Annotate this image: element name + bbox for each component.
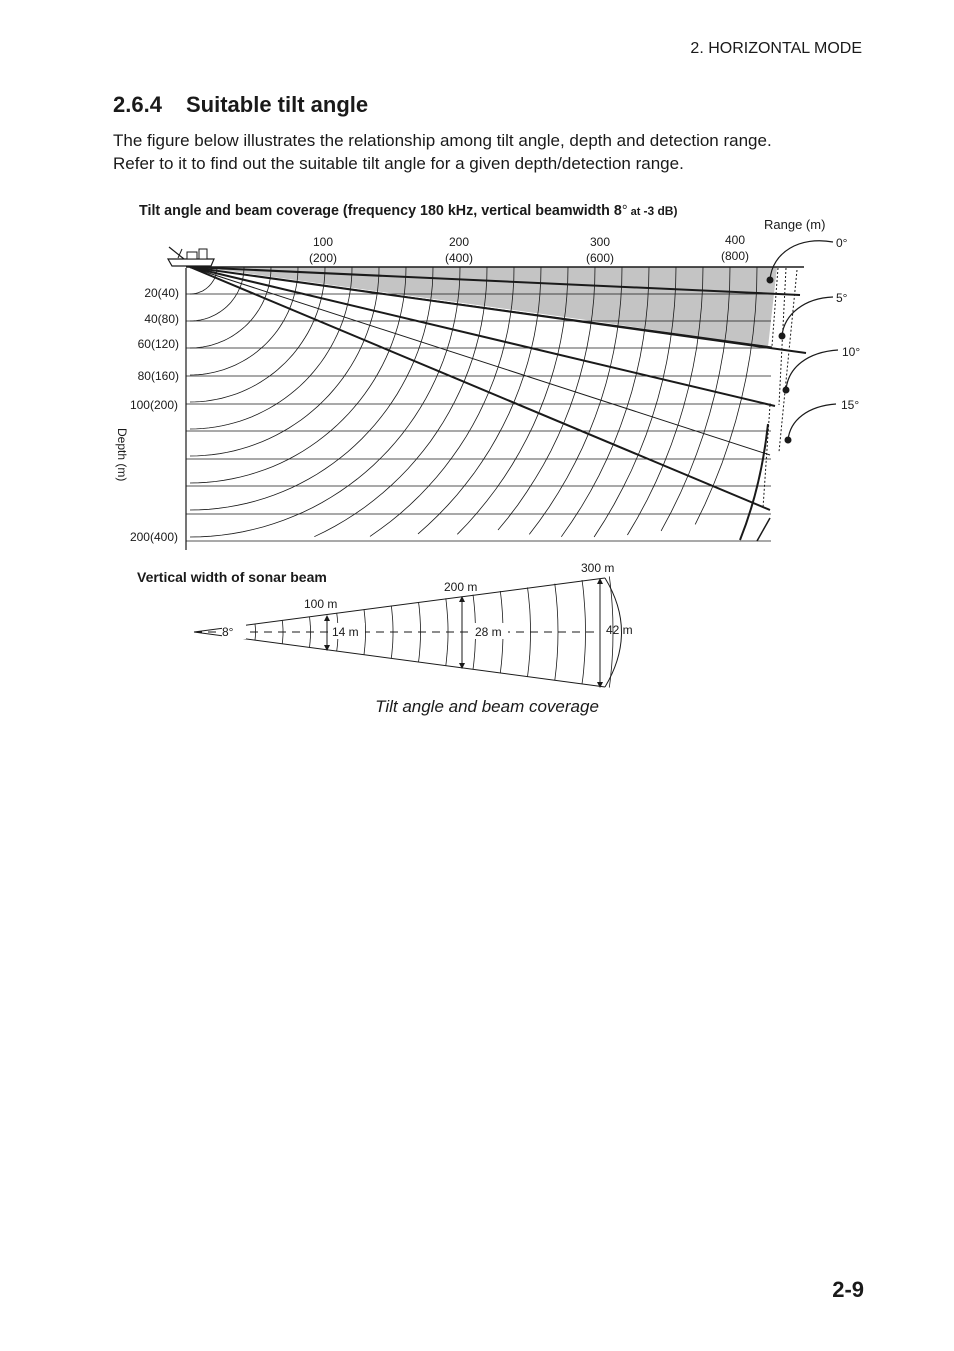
leader-dot-5 (779, 333, 786, 340)
diagram-title-degree: ° (621, 203, 628, 219)
diagram-title-tail: -3 dB) (643, 204, 678, 218)
range-arc (314, 267, 487, 537)
section-number: 2.6.4 (113, 92, 162, 117)
range-tick-300: 300 (589, 235, 611, 249)
range-tick-200: 200 (448, 235, 470, 249)
range-arc (190, 267, 271, 348)
range-tick-100-alt: (200) (308, 251, 338, 265)
leader-15 (788, 404, 836, 440)
leader-0 (770, 241, 833, 280)
leader-10 (786, 350, 838, 390)
range-arc (370, 267, 514, 536)
beam-width-inset (137, 561, 633, 688)
coverage-end-solid (757, 518, 770, 541)
beam-angle-label: 8° (222, 625, 234, 639)
depth-tick-100: 100(200) (129, 398, 178, 412)
beam-wavefront (555, 584, 558, 681)
width-label-28: 28 m (475, 625, 502, 639)
ship-icon (168, 247, 214, 266)
beam-wavefront (582, 580, 586, 684)
beam-upper-edge (194, 578, 605, 632)
range-tick-300-alt: (600) (585, 251, 615, 265)
leader-dot-0 (767, 277, 774, 284)
diagram-title (139, 203, 677, 219)
distance-label-200: 200 m (444, 580, 478, 594)
inset-title: Vertical width of sonar beam (137, 569, 327, 585)
intro-line-1: The figure below illustrates the relationship among tilt angle, depth and detection range. (113, 131, 772, 150)
leader-dot-15 (785, 437, 792, 444)
running-head: 2. HORIZONTAL MODE (690, 40, 862, 57)
leader-dot-10 (783, 387, 790, 394)
leader-5 (782, 297, 833, 336)
tilt-label-15: 15° (841, 398, 860, 412)
width-label-14: 14 m (332, 625, 359, 639)
depth-tick-200: 200(400) (129, 530, 178, 544)
range-tick-400: 400 (724, 233, 746, 247)
diagram-title-at: at (627, 206, 644, 218)
range-arc (190, 267, 433, 510)
figure-caption: Tilt angle and beam coverage (375, 697, 599, 716)
range-axis-label: Range (m) (764, 217, 826, 232)
depth-axis-label: Depth (m) (115, 428, 129, 482)
beam-coverage-diagram (168, 241, 838, 550)
page-number: 2-9 (832, 1277, 864, 1302)
depth-tick-80: 80(160) (137, 369, 179, 383)
tilt-label-5: 5° (836, 291, 848, 305)
distance-label-300: 300 m (581, 561, 615, 575)
coverage-end-solid (740, 424, 768, 540)
depth-tick-60: 60(120) (137, 337, 179, 351)
range-arc (190, 267, 460, 537)
section-title-text: Suitable tilt angle (186, 92, 369, 117)
intro-line-2: Refer to it to find out the suitable tilt angle for a given depth/detection range. (113, 154, 684, 173)
range-tick-400-alt: (800) (720, 249, 750, 263)
range-tick-200-alt: (400) (444, 251, 474, 265)
beam-lower-edge (194, 632, 605, 687)
depth-tick-40: 40(80) (144, 312, 179, 326)
range-arc (190, 267, 406, 483)
width-label-42: 42 m (606, 623, 633, 637)
range-arc (190, 267, 379, 456)
distance-label-100: 100 m (304, 597, 338, 611)
diagram-title-main: Tilt angle and beam coverage (frequency 180 kHz, vertical beamwidth 8 (139, 203, 622, 219)
range-tick-100: 100 (312, 235, 334, 249)
depth-tick-20: 20(40) (144, 286, 179, 300)
tilt-label-0: 0° (836, 236, 848, 250)
tilt-label-10: 10° (842, 345, 861, 359)
